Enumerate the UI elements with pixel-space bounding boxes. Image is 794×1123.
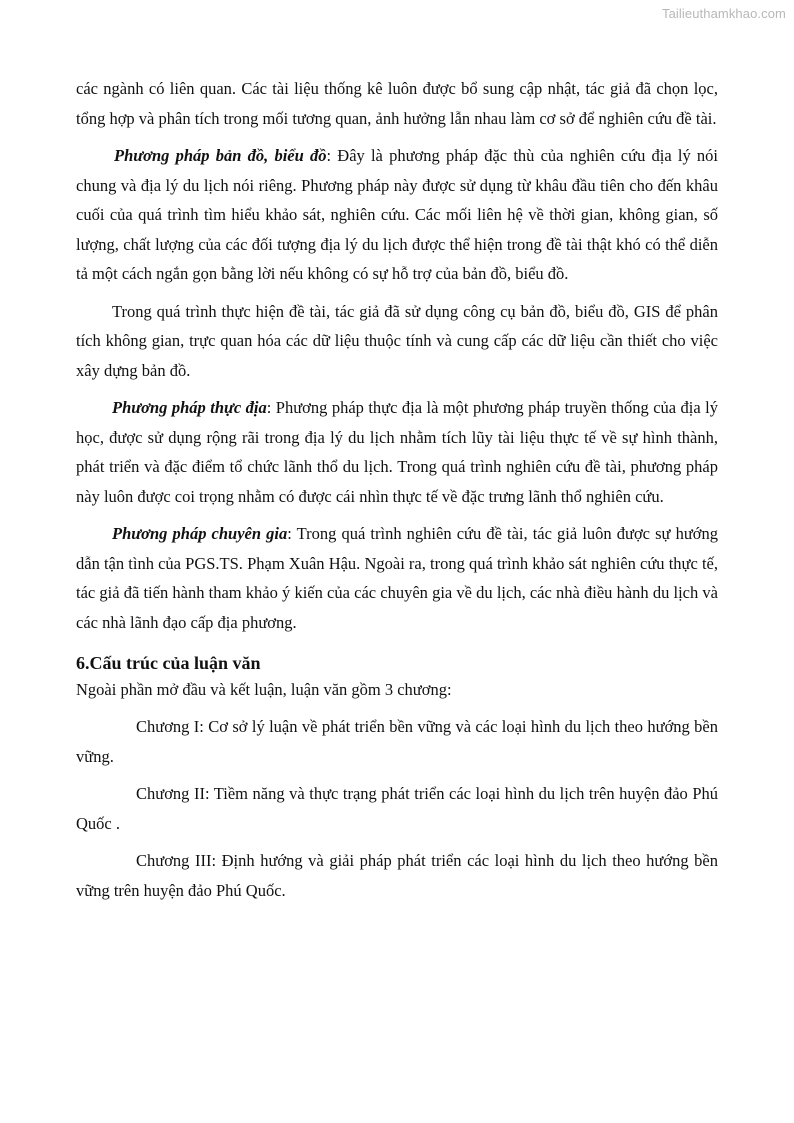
watermark: Tailieuthamkhao.com <box>661 6 786 21</box>
method-term-field: Phương pháp thực địa <box>112 398 267 417</box>
method-text-field: : Phương pháp thực địa là một phương pháp truyền thống của địa lý học, được sử dụng rộng rãi trong địa lý du lịch nhằm tích lũy tài liệu thực tế về sự hình thành, phát triển và đặc điểm tổ chức lãnh thổ du lịch. Trong quá trình nghiên cứu đề tài, phương pháp này luôn được coi trọng nhằm có được cái nhìn thực tế về đặc trưng lãnh thổ nghiên cứu. <box>76 398 718 506</box>
method-text-expert: : Trong quá trình nghiên cứu đề tài, tác giả luôn được sự hướng dẫn tận tình của PGS.TS. Phạm Xuân Hậu. Ngoài ra, trong quá trình khảo sát nghiên cứu thực tế, tác giả đã tiến hành tham khảo ý kiến của các chuyên gia về du lịch, các nhà điều hành du lịch và các nhà lãnh đạo cấp địa phương. <box>76 524 718 632</box>
method-term-expert: Phương pháp chuyên gia <box>112 524 288 543</box>
paragraph-gis-usage: Trong quá trình thực hiện đề tài, tác giả đã sử dụng công cụ bản đồ, biểu đồ, GIS để phân tích không gian, trực quan hóa các dữ liệu thuộc tính và cung cấp các dữ liệu cần thiết cho việc xây dựng bản đồ. <box>76 301 718 380</box>
chapter-item: Chương II: Tiềm năng và thực trạng phát triển các loại hình du lịch trên huyện đảo Phú Quốc . <box>76 784 718 833</box>
paragraph-map-method <box>76 141 718 289</box>
chapter-item: Chương III: Định hướng và giải pháp phát triển các loại hình du lịch theo hướng bền vững trên huyện đảo Phú Quốc. <box>76 851 718 900</box>
document-page <box>76 74 718 905</box>
paragraph-data-sources: các ngành có liên quan. Các tài liệu thống kê luôn được bổ sung cập nhật, tác giả đã chọn lọc, tổng hợp và phân tích trong mối tương quan, ảnh hưởng lẫn nhau làm cơ sở để nghiên cứu đề tài. <box>76 79 718 128</box>
section-intro: Ngoài phần mở đầu và kết luận, luận văn gồm 3 chương: <box>76 680 452 699</box>
method-term-map: Phương pháp bản đồ, biểu đồ <box>114 146 327 165</box>
paragraph-expert-method <box>76 519 718 637</box>
paragraph-field-method <box>76 393 718 511</box>
method-text-map: : Đây là phương pháp đặc thù của nghiên cứu địa lý nói chung và địa lý du lịch nói riêng. Phương pháp này được sử dụng từ khâu đầu tiên cho đến khâu cuối của quá trình tìm hiểu khảo sát, nghiên cứu. Các mối liên hệ về thời gian, không gian, số lượng, chất lượng của các đối tượng địa lý du lịch được thể hiện trong đề tài thật khó có thể diễn tả một cách ngắn gọn bằng lời nếu không có sự hỗ trợ của bản đồ, biểu đồ. <box>76 146 719 283</box>
chapter-item: Chương I: Cơ sở lý luận về phát triển bền vững và các loại hình du lịch theo hướng bền vững. <box>76 717 718 766</box>
section-heading: 6.Cấu trúc của luận văn <box>76 653 261 673</box>
